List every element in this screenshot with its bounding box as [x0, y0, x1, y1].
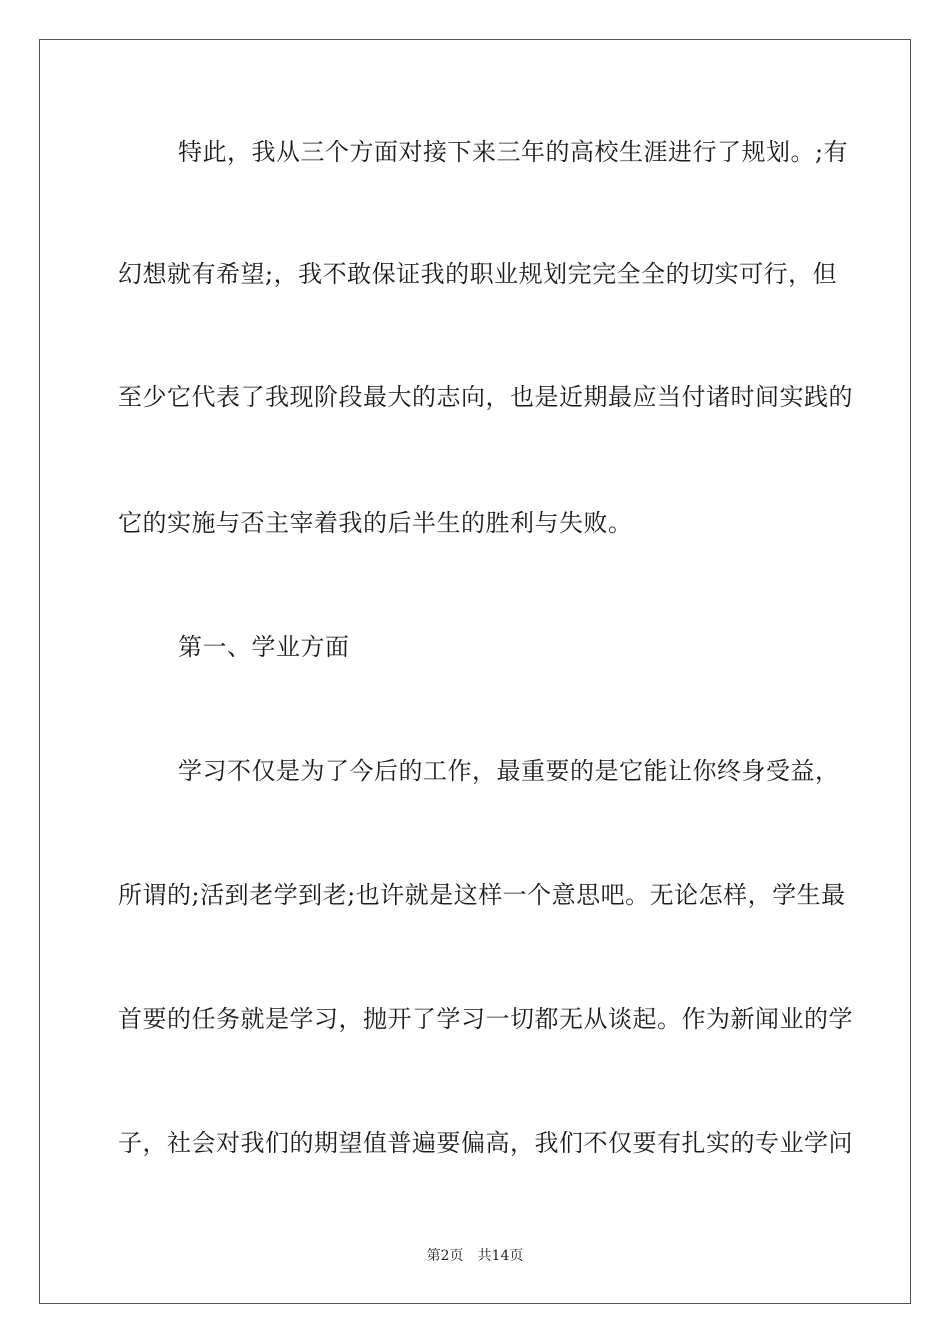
paragraph-line-7: 首要的任务就是学习，抛开了学习一切都无从谈起。作为新闻业的学 [118, 1005, 853, 1033]
section-heading: 第一、学业方面 [178, 633, 350, 661]
paragraph-line-6: 所谓的;活到老学到老;也许就是这样一个意思吧。无论怎样，学生最 [118, 881, 846, 909]
page-border [39, 39, 911, 1304]
paragraph-line-8: 子，社会对我们的期望值普遍要偏高，我们不仅要有扎实的专业学问 [118, 1129, 853, 1157]
paragraph-line-3: 至少它代表了我现阶段最大的志向，也是近期最应当付诸时间实践的 [118, 383, 853, 411]
page-number: 第2页 [426, 1248, 464, 1264]
page-total: 共14页 [477, 1248, 524, 1264]
paragraph-line-5: 学习不仅是为了今后的工作，最重要的是它能让你终身受益， [178, 757, 840, 785]
paragraph-line-1: 特此，我从三个方面对接下来三年的高校生涯进行了规划。;有 [178, 138, 849, 166]
page-footer [0, 1246, 950, 1266]
paragraph-line-4: 它的实施与否主宰着我的后半生的胜利与失败。 [118, 509, 633, 537]
paragraph-line-2: 幻想就有希望;，我不敢保证我的职业规划完完全全的切实可行，但 [118, 260, 838, 288]
